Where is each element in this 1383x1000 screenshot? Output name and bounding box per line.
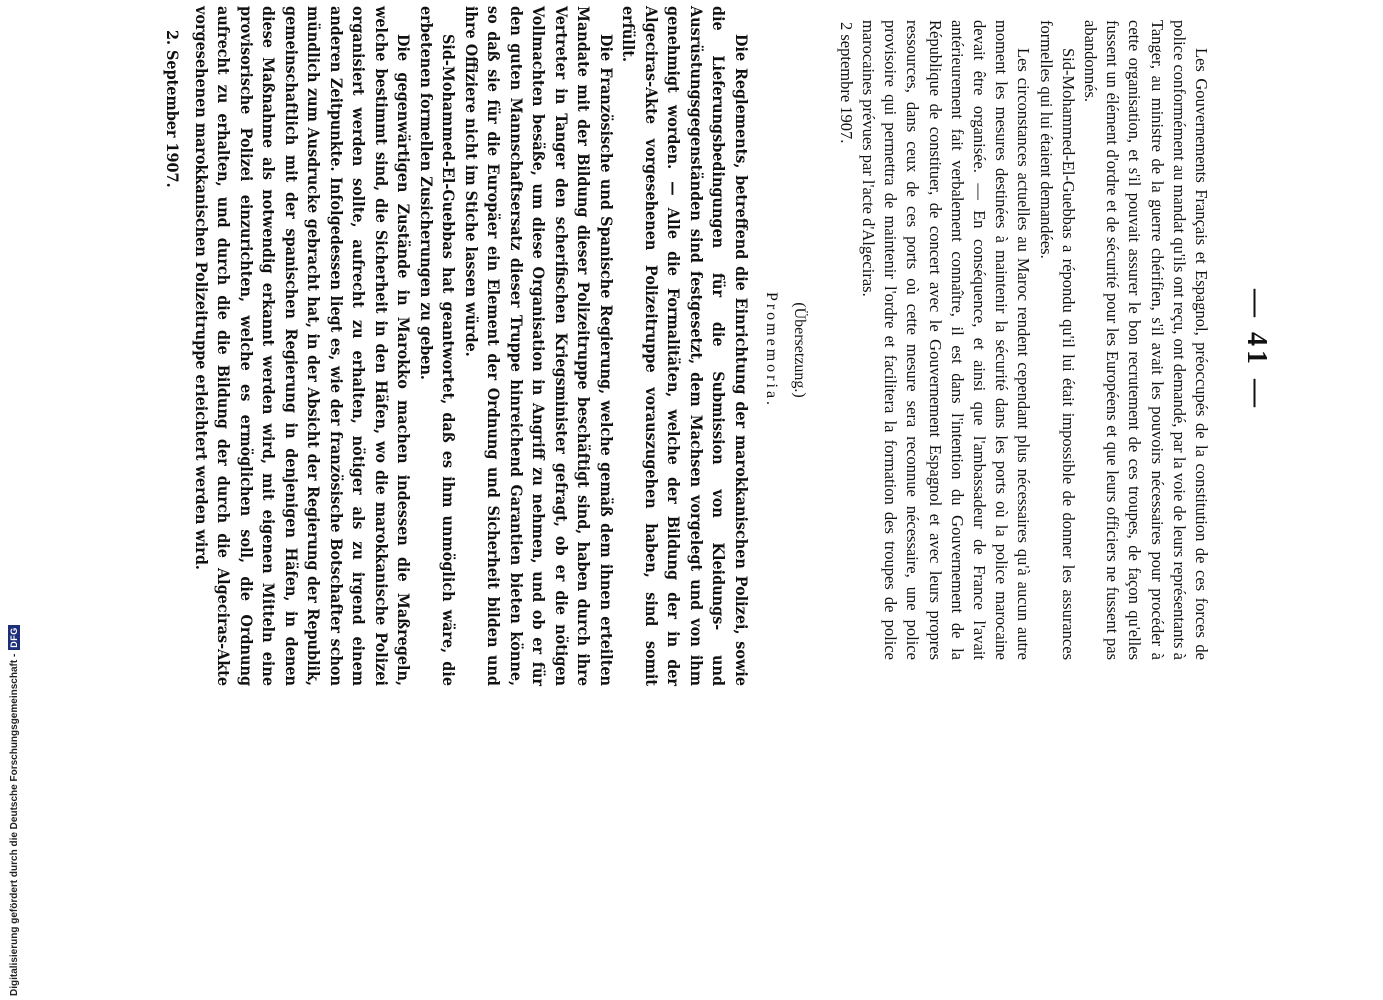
- german-paragraph: Sid-Mohammed-El-Guebbas hat geantwortet, daß es ihm unmöglich wäre, die erbetenen formellen Zusicherungen zu geben.: [417, 6, 459, 686]
- german-paragraph: Die Reglements, betreffend die Einrichtung der marokkanischen Polizei, sowie die Lieferungsbedingungen für die Submission von Kleidungs- und Ausrüstungsgegenständen sind festgesetzt, dem Machsen vorgelegt und von ihm genehmigt worden. — Alle die Formalitäten, welche der Bildung der in der Algeciras-Akte vorgesehenen Polizeitruppe vorauszugehen haben, sind somit erfüllt.: [619, 6, 751, 686]
- dfg-logo: DFG: [9, 627, 19, 648]
- footer-text: Digitalisierung gefördert durch die Deutsche Forschungsgemeinschaft -: [8, 653, 20, 996]
- document-page: [163, 0, 1280, 700]
- french-paragraph: Les Gouvernements Français et Espagnol, préoccupés de la constitution de ces forces de police conformément au mandat qu'ils ont reçu, ont demandé, par la voie de leurs représentants à Tanger, au ministre de la guerre chérifien, s'il avait les pouvoirs nécessaires pour procéder à cette organisation, et s'il pouvait assurer le bon recrutement de ces troupes, de façon qu'elles fussent un élément d'ordre et de sécurité pour les Européens et que leurs officiers ne fussent pas abandonnés.: [1080, 20, 1211, 660]
- promemoria-heading: Promemoria.: [763, 291, 780, 409]
- german-paragraph: Die gegenwärtigen Zustände in Marokko machen indessen die Maßregeln, welche bestimmt sind, die Sicherheit in den Häfen, wo die marokkanische Polizei organisiert werden sollte, aufrecht zu erhalten, nötiger als zu irgend einem anderen Zeitpunkte. Infolgedessen liegt es, wie der französische Botschafter schon mündlich zum Ausdrucke gebracht hat, in der Absicht der Regierung der Republik, gemeinschaftlich mit der spanischen Regierung in denjenigen Häfen, in denen diese Maßnahme als notwendig erkannt werden wird, mit eigenen Mitteln eine provisorische Polizei einzurichten, welche es ermöglichen soll, die Ordnung aufrecht zu erhalten, und durch die die Bildung der durch die Algeciras-Akte vorgesehenen marokkanischen Polizeitruppe erleichtert werden wird.: [192, 6, 414, 686]
- digitization-footer: [2, 604, 26, 996]
- translation-heading: (Übersetzung.): [791, 302, 808, 398]
- french-paragraph: Les circonstances actuelles au Maroc rendent cependant plus nécessaires qu'à aucun autre moment les mesures destinées à maintenir la sécurité dans les ports où la police marocaine devait être organisée. — En conséquence, et ainsi que l'ambassadeur de France l'avait antérieurement fait verbalement connaître, il est dans l'intention du Gouvernement de la République de constituer, de concert avec le Gouvernement Espagnol et avec leurs propres ressources, dans ceux de ces ports où cette mesure sera reconnue nécessaire, une police provisoire qui permettra de maintenir l'ordre et facilitera la formation des troupes de police marocaines prévues par l'acte d'Algeciras.: [858, 20, 1034, 660]
- page-number: — 41 —: [1241, 289, 1272, 411]
- german-paragraph: Die Französische und Spanische Regierung, welche gemäß dem ihnen erteilten Mandate mit der Bildung dieser Polizeitruppe beschäftigt sind, haben durch ihre Vertreter in Tanger den scherifischen Kriegsminister gefragt, ob er die nötigen Vollmachten besäße, um diese Organisation in Angriff zu nehmen, und ob er für den guten Mannschaftsersatz dieser Truppe hinreichend Garantien bieten könne, so daß sie für die Europäer ein Element der Ordnung und Sicherheit bilden und ihre Offiziere nicht im Stiche lassen würde.: [462, 6, 616, 686]
- french-paragraph: Sid-Mohammed-El-Guebbas a répondu qu'il lui était impossible de donner les assurances formelles qui lui étaient demandées.: [1036, 20, 1078, 660]
- french-date: 2 septembre 1907.: [836, 22, 856, 144]
- german-date: 2. September 1907.: [163, 30, 183, 188]
- french-text: [835, 20, 1212, 660]
- german-text: [161, 6, 752, 686]
